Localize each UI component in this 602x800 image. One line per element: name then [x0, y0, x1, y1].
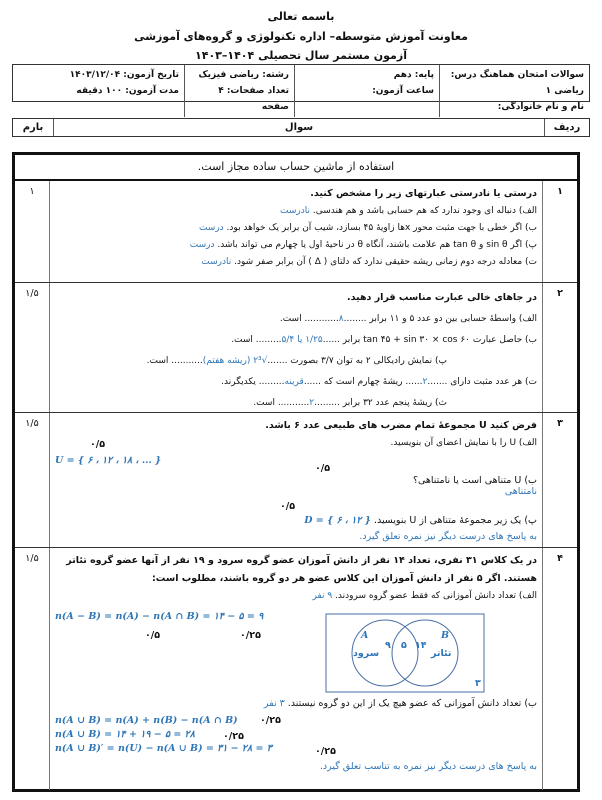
- part-answer: ۹ نفر: [312, 591, 333, 601]
- blank-pre: پ) نمایش رادیکالی ۲ به توان ۳/۷ بصورت .......: [267, 356, 447, 366]
- pages: تعداد صفحات: ۴ صفحه: [218, 86, 289, 112]
- blank-answer: ۸: [338, 314, 344, 324]
- part-score: ۰/۵: [90, 439, 106, 450]
- item-text: ب) اگر خطی با جهت مثبت محور xها زاویهٔ ۴۵ بسازد، شیب آن برابر یک خواهد بود.: [226, 223, 537, 233]
- exam-time: ساعت آزمون:: [372, 86, 434, 96]
- note: به پاسخ های درست دیگر نیز نمره به تناسب تعلق گیرد.: [319, 761, 537, 772]
- note: به پاسخ های درست دیگر نیز نمره تعلق گیرد.: [359, 531, 537, 542]
- equation: n(A ∪ B) = n(A) + n(B) − n(A ∩ B): [55, 715, 238, 726]
- question-2: [15, 283, 577, 413]
- part-answer: ۳ نفر: [263, 698, 285, 709]
- item-answer: نادرست: [201, 257, 232, 267]
- part-text: ب) U متناهی است یا نامتناهی؟: [412, 475, 537, 486]
- blank-answer: ۱/۲۵ یا ۵/۴: [281, 335, 323, 345]
- header-line2: معاونت آموزش متوسطه– اداره تکنولوژی و گروه‌های آموزشی: [134, 30, 468, 43]
- col-score: بارم: [22, 122, 44, 133]
- blank-answer: قرینه: [284, 377, 304, 387]
- venn-name-b: تئاتر: [431, 648, 452, 659]
- venn-name-a: سرود: [353, 648, 380, 659]
- question-3: [15, 413, 577, 548]
- part-text: ب) تعداد دانش آموزانی که عضو هیچ یک از این دو گروه نیستند.: [287, 698, 537, 709]
- exam-date: تاریخ آزمون: ۱۴۰۳/۱۲/۰۴: [69, 70, 179, 80]
- q-number: ۱: [542, 181, 577, 282]
- q-score: ۱/۵: [15, 413, 50, 547]
- q-title: درستی یا نادرستی عبارتهای زیر را مشخص کنید.: [310, 188, 537, 199]
- field: رشته: ریاضی فیزیک: [198, 70, 289, 80]
- part-score: ۰/۲۵: [260, 715, 281, 726]
- q-score: ۱: [15, 181, 50, 282]
- part-score: ۰/۲۵: [315, 746, 336, 757]
- blank-pre: ب) حاصل عبارت tan ۴۵ + sin ۳۰ × cos ۶۰ برابر ......: [322, 335, 537, 345]
- venn-only-b: ۱۴: [415, 640, 427, 651]
- venn-diagram: [325, 613, 485, 693]
- blank-post: ......... است.: [231, 335, 282, 345]
- blank-post: ......... یکدیگرند.: [221, 377, 285, 387]
- venn-label-a: A: [361, 630, 369, 641]
- item-answer: درست: [189, 240, 215, 250]
- question-1: [15, 181, 577, 283]
- q-score: ۱/۵: [15, 548, 50, 790]
- header-line1: باسمه تعالی: [267, 10, 335, 23]
- course: سوالات امتحان هماهنگ درس: ریاضی ۱: [450, 70, 584, 96]
- part-answer: U = { ۶ ، ۱۲ ، ۱۸ ، ... }: [55, 455, 162, 466]
- part-text: الف) U را با نمایش اعضای آن بنویسید.: [390, 438, 537, 448]
- part-answer: D = { ۶ ، ۱۲ }: [304, 515, 371, 526]
- part-score: ۰/۲۵: [223, 731, 244, 742]
- blank-answer: ۲: [309, 398, 315, 408]
- venn-only-a: ۹: [385, 640, 391, 651]
- equation: n(A ∪ B) = ۱۴ + ۱۹ − ۵ = ۲۸: [55, 729, 195, 740]
- blank-answer: √۲³ (ریشه هفتم): [202, 356, 268, 366]
- blank-mid: ...... ریشهٔ چهارم است که ......: [303, 377, 423, 387]
- duration: مدت آزمون: ۱۰۰ دقیقه: [76, 86, 179, 96]
- item-text: پ) اگر sin θ و tan θ هم علامت باشند، آنگاه θ در ناحیهٔ اول یا چهارم می تواند باشد.: [217, 240, 537, 250]
- venn-label-b: B: [441, 630, 450, 641]
- part-answer: نامتناهی: [504, 486, 537, 497]
- questions-box: [12, 152, 580, 792]
- q-title: در جاهای خالی عبارت مناسب قرار دهید.: [346, 292, 537, 303]
- q-number: ۳: [542, 413, 577, 547]
- student-name: نام و نام خانوادگی:: [497, 102, 584, 112]
- part-text: الف) تعداد دانش آموزانی که فقط عضو گروه سرودند.: [335, 591, 537, 601]
- q-number: ۲: [542, 283, 577, 412]
- blank-pre: ت) هر عدد مثبت دارای .......: [427, 377, 537, 387]
- q-title: در یک کلاس ۳۱ نفری، تعداد ۱۴ نفر از دانش آموزان عضو گروه سرود و ۱۹ نفر از آنها عضو گروه تئاتر هستند. اگر ۵ نفر از دانش آموزان این کلاس عضو هر دو گروه باشند، مطلوب است:: [66, 555, 537, 584]
- blank-answer: ۲: [422, 377, 428, 387]
- header-line3: آزمون مستمر سال تحصیلی ۱۴۰۴–۱۴۰۳: [195, 49, 407, 62]
- blank-pre: الف) واسطهٔ حسابی بین دو عدد ۵ و ۱۱ برابر ........: [343, 314, 537, 324]
- part-text: پ) یک زیر مجموعهٔ متناهی از U بنویسید.: [373, 515, 537, 526]
- blank-post: ........... است.: [146, 356, 203, 366]
- part-score: ۰/۵: [315, 463, 331, 474]
- grade: پایه: دهم: [393, 70, 434, 80]
- equation: n(A ∪ B)′ = n(U) − n(A ∪ B) = ۳۱ − ۲۸ = ۳: [55, 743, 272, 754]
- column-header: [12, 118, 590, 137]
- exam-info-table: [12, 64, 590, 112]
- col-question: سوال: [53, 119, 544, 136]
- q-title: فرض کنید U مجموعهٔ تمام مضرب های طبیعی عدد ۶ باشد.: [265, 420, 537, 431]
- blank-post: ........... است.: [253, 398, 310, 408]
- item-answer: نادرست: [279, 206, 310, 216]
- calculator-notice: استفاده از ماشین حساب ساده مجاز است.: [15, 155, 577, 181]
- col-row: ردیف: [544, 119, 589, 136]
- universe-rect: [326, 614, 484, 692]
- item-text: الف) دنباله ای وجود ندارد که هم حسابی باشد و هم هندسی.: [312, 206, 537, 216]
- question-4: [15, 548, 577, 790]
- equation: n(A − B) = n(A) − n(A ∩ B) = ۱۴ − ۵ = ۹: [55, 611, 264, 622]
- item-text: ت) معادله درجه دوم زمانی ریشه حقیقی ندارد که دلتای ( Δ ) آن برابر صفر شود.: [234, 257, 537, 267]
- item-answer: درست: [198, 223, 224, 233]
- q-score: ۱/۵: [15, 283, 50, 412]
- venn-outside: ۳: [475, 678, 481, 689]
- venn-both: ۵: [401, 640, 407, 651]
- part-score: ۰/۵: [280, 501, 296, 512]
- q-number: ۴: [542, 548, 577, 790]
- blank-post: ............ است.: [279, 314, 339, 324]
- part-score: ۰/۲۵: [240, 630, 261, 641]
- blank-pre: ث) ریشهٔ پنجم عدد ۳۲ برابر .........: [314, 398, 447, 408]
- part-score: ۰/۵: [145, 630, 161, 641]
